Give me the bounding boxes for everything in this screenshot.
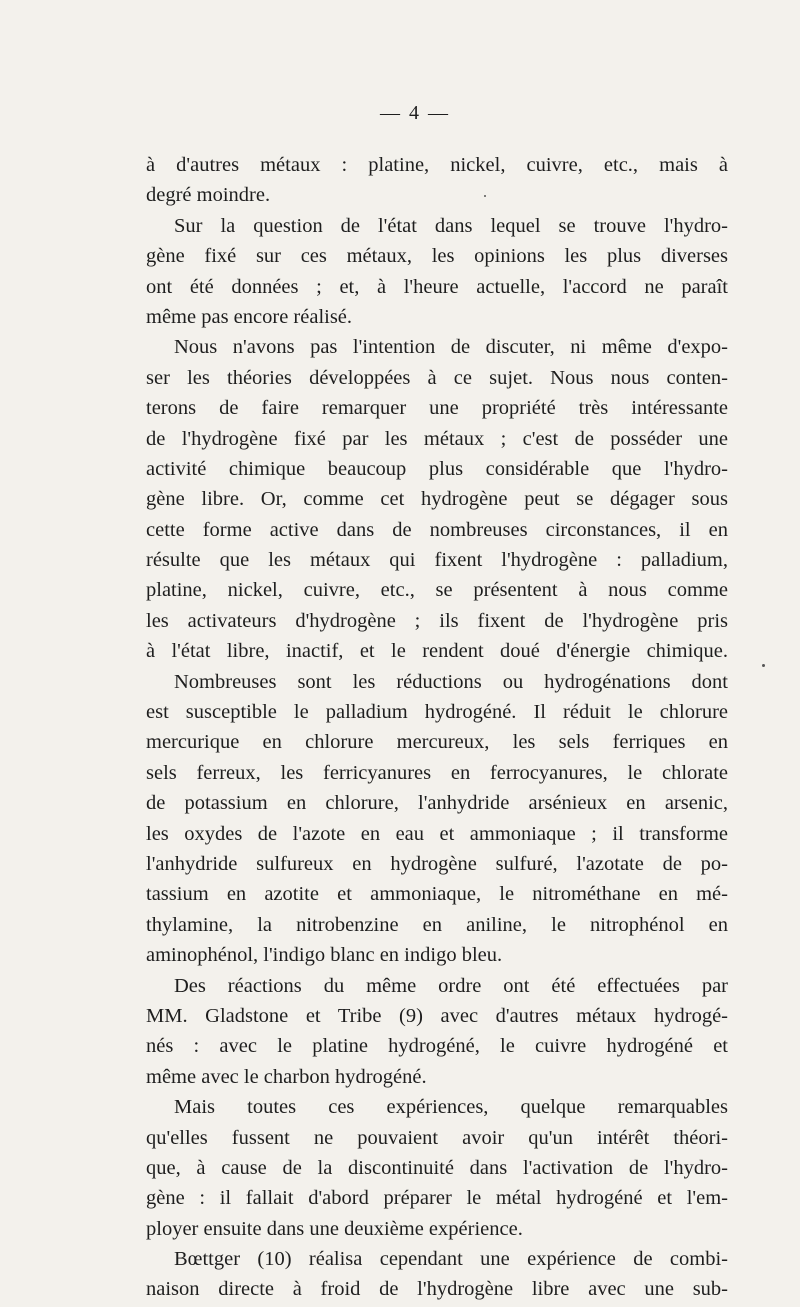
text-line: MM. Gladstone et Tribe (9) avec d'autres métaux hydrogé- [146, 1004, 728, 1027]
text-line: naison directe à froid de l'hydrogène libre avec une sub- [146, 1278, 728, 1301]
page-number: — 4 — [380, 102, 450, 124]
paper-speck [762, 664, 765, 667]
text-line: Bœttger (10) réalisa cependant une expérience de combi- [174, 1248, 728, 1271]
text-line: sels ferreux, les ferricyanures en ferrocyanures, le chlorate [146, 761, 728, 784]
text-line: qu'elles fussent ne pouvaient avoir qu'un intérêt théori- [146, 1126, 728, 1149]
text-line: Nous n'avons pas l'intention de discuter, ni même d'expo- [174, 336, 728, 359]
text-line: Des réactions du même ordre ont été effectuées par [174, 974, 728, 997]
text-line: tassium en azotite et ammoniaque, le nitrométhane en mé- [146, 883, 728, 906]
text-line: Nombreuses sont les réductions ou hydrogénations dont [174, 670, 728, 693]
text-line: gène libre. Or, comme cet hydrogène peut se dégager sous [146, 488, 728, 511]
text-line: cette forme active dans de nombreuses circonstances, il en [146, 518, 728, 541]
text-line: degré moindre. [146, 184, 271, 207]
text-line: à l'état libre, inactif, et le rendent doué d'énergie chimique. [146, 640, 728, 663]
text-line: de potassium en chlorure, l'anhydride arsénieux en arsenic, [146, 792, 728, 815]
text-line: Sur la question de l'état dans lequel se trouve l'hydro- [174, 214, 728, 237]
text-line: même pas encore réalisé. [146, 305, 353, 328]
text-line: ployer ensuite dans une deuxième expérience. [146, 1217, 523, 1240]
text-line: platine, nickel, cuivre, etc., se présentent à nous comme [146, 579, 728, 602]
text-line: Mais toutes ces expériences, quelque remarquables [174, 1096, 728, 1119]
text-line: activité chimique beaucoup plus considérable que l'hydro- [146, 457, 728, 480]
text-line: nés : avec le platine hydrogéné, le cuivre hydrogéné et [146, 1035, 728, 1058]
text-line: résulte que les métaux qui fixent l'hydrogène : palladium, [146, 549, 728, 572]
text-line: ser les théories développées à ce sujet. Nous nous conten- [146, 366, 728, 389]
text-line: les oxydes de l'azote en eau et ammoniaque ; il transforme [146, 822, 728, 845]
text-line: que, à cause de la discontinuité dans l'activation de l'hydro- [146, 1156, 728, 1179]
paper-speck [484, 195, 486, 197]
text-line: les activateurs d'hydrogène ; ils fixent de l'hydrogène pris [146, 609, 728, 632]
text-line: aminophénol, l'indigo blanc en indigo bleu. [146, 944, 503, 967]
text-line: gène : il fallait d'abord préparer le métal hydrogéné et l'em- [146, 1187, 728, 1210]
text-line: gène fixé sur ces métaux, les opinions les plus diverses [146, 245, 728, 268]
text-line: est susceptible le palladium hydrogéné. Il réduit le chlorure [146, 701, 728, 724]
text-line: l'anhydride sulfureux en hydrogène sulfuré, l'azotate de po- [146, 852, 728, 875]
text-line: de l'hydrogène fixé par les métaux ; c'est de posséder une [146, 427, 728, 450]
text-line: même avec le charbon hydrogéné. [146, 1065, 427, 1088]
text-line: terons de faire remarquer une propriété très intéressante [146, 397, 728, 420]
text-line: mercurique en chlorure mercureux, les sels ferriques en [146, 731, 728, 754]
text-line: ont été données ; et, à l'heure actuelle, l'accord ne paraît [146, 275, 728, 298]
text-line: à d'autres métaux : platine, nickel, cuivre, etc., mais à [146, 154, 728, 176]
body-text [146, 150, 728, 1305]
text-line: thylamine, la nitrobenzine en aniline, le nitrophénol en [146, 913, 728, 936]
